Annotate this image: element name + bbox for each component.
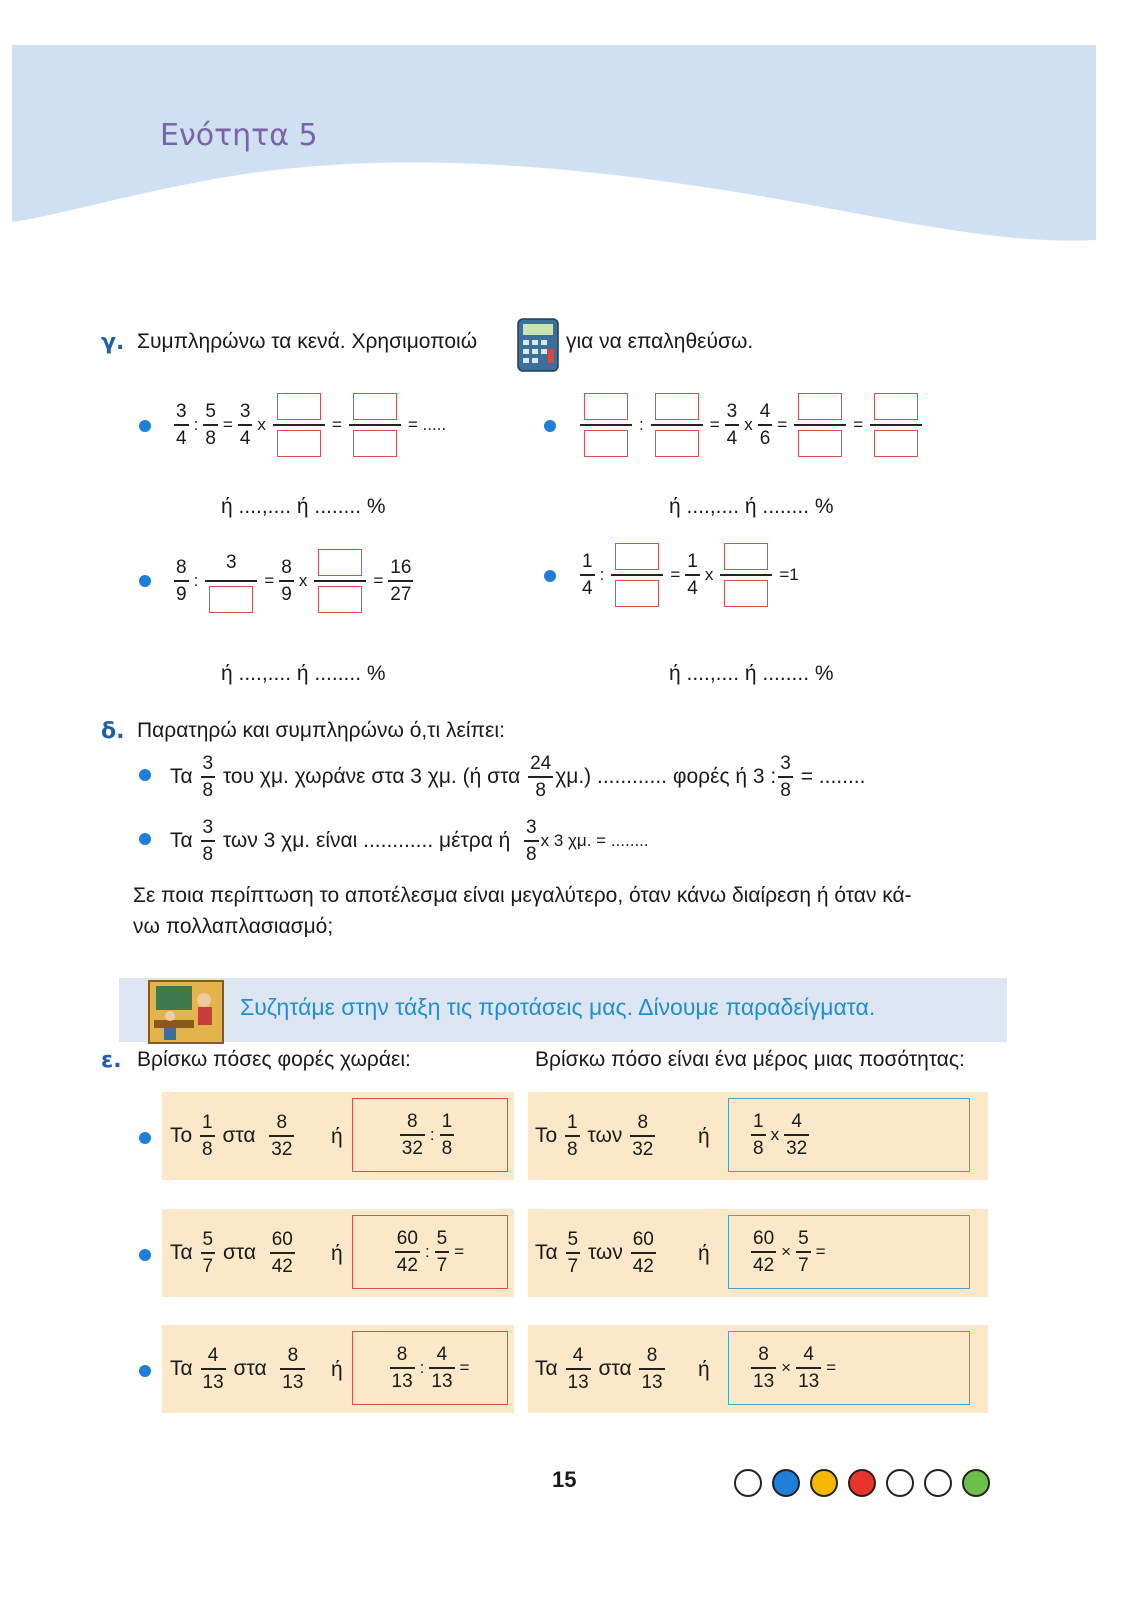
d-line-2: Τα $\frac{3}{8}$ των 3 χμ. είναι ............ μέτρα ή $\frac{3}{8}$ x 3 χμ. = ........: [170, 817, 649, 865]
fraction: $\frac{16}{27}$: [390, 557, 412, 605]
fraction: $\frac{3}{8}$: [202, 817, 214, 865]
section-d-letter: δ.: [101, 719, 125, 744]
or-label: ή: [331, 1242, 343, 1265]
level-dot: [810, 1469, 838, 1497]
unit-title: Ενότητα 5: [160, 118, 318, 153]
section-g-instruction: Συμπληρώνω τα κενά. Χρησιμοποιώ: [137, 330, 478, 353]
d-line-1: Τα $\frac{3}{8}$ του χμ. χωράνε στα 3 χμ. (ή στα $\frac{24}{8}$ χμ.) ............ φορές ή 3 : $\frac{3}{8}$ = ........: [170, 753, 866, 801]
fraction: $\frac{8}{13}$: [391, 1344, 413, 1392]
fraction: $\frac{3}{4}$: [726, 401, 738, 449]
fraction: $\frac{4}{13}$: [798, 1344, 820, 1392]
e-multiplication-box: $\frac{8}{13}$ × $\frac{4}{13}$ =: [728, 1331, 970, 1405]
fraction: $\frac{5}{7}$: [798, 1228, 809, 1276]
e-multiplication-box: $\frac{60}{42}$ × $\frac{5}{7}$ =: [728, 1215, 970, 1289]
fraction: $\frac{8}{9}$: [281, 557, 292, 605]
d-question-line-2: νω πολλαπλασιασμό;: [133, 915, 334, 938]
or-label: ή: [331, 1358, 343, 1381]
level-dot: [886, 1469, 914, 1497]
bullet: [139, 575, 151, 587]
fraction: $\frac{8}{13}$: [282, 1345, 304, 1393]
g-answer-4: ή ....,.... ή ........ %: [669, 662, 834, 685]
e-left-heading: Βρίσκω πόσες φορές χωράει:: [137, 1048, 411, 1071]
section-g-instruction-end: για να επαληθεύσω.: [566, 330, 754, 353]
e-left-statement: Τα $\frac{5}{7}$ στα $\frac{60}{42}$: [170, 1229, 293, 1277]
or-label: ή: [331, 1125, 343, 1148]
level-dot: [734, 1469, 762, 1497]
fraction: $\frac{1}{8}$: [202, 1112, 213, 1160]
fraction: $\frac{5}{7}$: [567, 1229, 579, 1277]
fraction: $\frac{5}{7}$: [436, 1228, 448, 1276]
fraction: $\frac{3}{8}$: [202, 753, 214, 801]
partial-blank-fraction[interactable]: 3: [205, 549, 257, 613]
g-expression-2: : = $\frac{3}{4}$ x $\frac{4}{6}$ = =: [576, 393, 926, 457]
fraction: $\frac{1}{4}$: [687, 551, 698, 599]
g-answer-2: ή ....,.... ή ........ %: [669, 495, 834, 518]
classroom-illustration-icon: [148, 980, 224, 1044]
blank-fraction[interactable]: [870, 393, 922, 457]
blank-fraction[interactable]: [794, 393, 846, 457]
g-answer-1: ή ....,.... ή ........ %: [221, 495, 386, 518]
fraction: $\frac{4}{13}$: [202, 1345, 224, 1393]
bullet: [139, 1249, 151, 1261]
or-label: ή: [698, 1242, 710, 1265]
fraction: $\frac{60}{42}$: [271, 1229, 293, 1277]
fraction: $\frac{3}{4}$: [176, 401, 187, 449]
blank-fraction[interactable]: [720, 543, 772, 607]
fraction: $\frac{1}{8}$: [441, 1111, 453, 1159]
fraction: $\frac{1}{8}$: [753, 1111, 764, 1159]
blank-fraction[interactable]: [651, 393, 703, 457]
fraction: $\frac{8}{13}$: [641, 1345, 663, 1393]
page-number: 15: [552, 1467, 577, 1492]
fraction: $\frac{8}{9}$: [176, 557, 187, 605]
fraction: $\frac{5}{8}$: [205, 401, 216, 449]
bullet: [139, 1365, 151, 1377]
e-right-statement: Τα $\frac{4}{13}$ στα $\frac{8}{13}$: [535, 1345, 663, 1393]
blank-fraction[interactable]: [611, 543, 663, 607]
level-dot: [962, 1469, 990, 1497]
fraction: $\frac{60}{42}$: [396, 1228, 418, 1276]
blank-fraction[interactable]: [314, 549, 366, 613]
blank-fraction[interactable]: [580, 393, 632, 457]
calculator-icon: [517, 318, 559, 372]
bullet: [139, 833, 151, 845]
fraction: $\frac{4}{13}$: [567, 1345, 589, 1393]
or-label: ή: [698, 1125, 710, 1148]
bullet: [544, 420, 556, 432]
blank-fraction[interactable]: [273, 393, 325, 457]
section-e-letter: ε.: [101, 1048, 122, 1073]
e-multiplication-box: $\frac{1}{8}$ x $\frac{4}{32}$: [728, 1098, 970, 1172]
bullet: [544, 570, 556, 582]
fraction: $\frac{3}{4}$: [239, 401, 251, 449]
fraction: $\frac{3}{8}$: [780, 753, 791, 801]
fraction: $\frac{1}{8}$: [567, 1112, 578, 1160]
section-g-letter: γ.: [101, 330, 125, 355]
fraction: $\frac{60}{42}$: [632, 1229, 654, 1277]
fraction: $\frac{60}{42}$: [753, 1228, 775, 1276]
level-dot: [924, 1469, 952, 1497]
level-dot: [848, 1469, 876, 1497]
e-division-box: $\frac{8}{32}$ : $\frac{1}{8}$: [352, 1098, 508, 1172]
e-division-box: $\frac{8}{13}$ : $\frac{4}{13}$ =: [352, 1331, 508, 1405]
discussion-text: Συζητάμε στην τάξη τις προτάσεις μας. Δίνουμε παραδείγματα.: [240, 994, 876, 1020]
g-expression-4: $\frac{1}{4}$ : = $\frac{1}{4}$ x =1: [578, 543, 802, 607]
g-expression-1: $\frac{3}{4}$ : $\frac{5}{8}$ = $\frac{3}{4}$ x = = .....: [172, 393, 449, 457]
fraction: $\frac{8}{32}$: [632, 1112, 654, 1160]
e-left-statement: Τα $\frac{4}{13}$ στα $\frac{8}{13}$: [170, 1345, 304, 1393]
fraction: $\frac{24}{8}$: [530, 753, 552, 801]
e-right-heading: Βρίσκω πόσο είναι ένα μέρος μιας ποσότητας:: [535, 1048, 965, 1071]
g-answer-3: ή ....,.... ή ........ %: [221, 662, 386, 685]
bullet: [139, 1132, 151, 1144]
fraction: $\frac{5}{7}$: [202, 1229, 214, 1277]
level-dot: [772, 1469, 800, 1497]
e-left-statement: Το $\frac{1}{8}$ στα $\frac{8}{32}$: [170, 1112, 293, 1160]
bullet: [139, 769, 151, 781]
fraction: $\frac{4}{6}$: [759, 401, 771, 449]
fraction: $\frac{1}{4}$: [582, 551, 593, 599]
fraction: $\frac{3}{8}$: [526, 817, 537, 865]
d-question-line-1: Σε ποια περίπτωση το αποτέλεσμα είναι μεγαλύτερο, όταν κάνω διαίρεση ή όταν κά-: [133, 884, 912, 907]
e-right-statement: Τα $\frac{5}{7}$ των $\frac{60}{42}$: [535, 1229, 654, 1277]
e-division-box: $\frac{60}{42}$ : $\frac{5}{7}$ =: [352, 1215, 508, 1289]
fraction: $\frac{4}{32}$: [786, 1111, 808, 1159]
g-expression-3: $\frac{8}{9}$ : 3 = $\frac{8}{9}$ x = $\frac{16}{27}$: [172, 549, 415, 613]
fraction: $\frac{8}{32}$: [401, 1111, 423, 1159]
blank-fraction[interactable]: [349, 393, 401, 457]
fraction: $\frac{4}{13}$: [431, 1344, 453, 1392]
fraction: $\frac{8}{32}$: [271, 1112, 293, 1160]
or-label: ή: [698, 1358, 710, 1381]
e-right-statement: Το $\frac{1}{8}$ των $\frac{8}{32}$: [535, 1112, 654, 1160]
fraction: $\frac{8}{13}$: [753, 1344, 775, 1392]
bullet: [139, 420, 151, 432]
section-d-instruction: Παρατηρώ και συμπληρώνω ό,τι λείπει:: [137, 719, 505, 742]
